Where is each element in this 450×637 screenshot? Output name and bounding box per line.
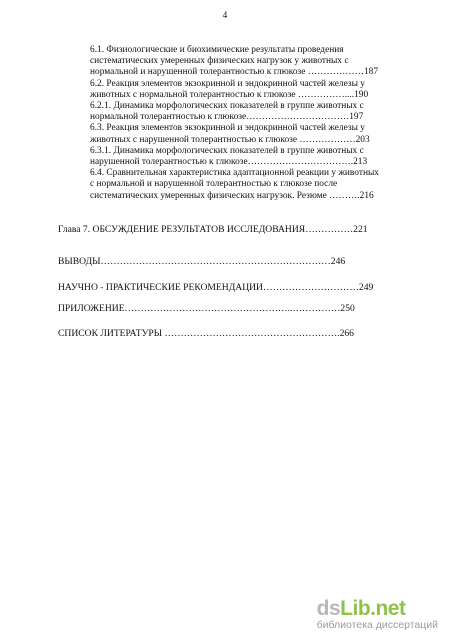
toc-entry-6-4 (90, 168, 400, 202)
toc-line: 6.3. Реакция элементов экзокринной и эндокринной частей железы у (90, 123, 365, 134)
toc-line: животных с нормальной толерантностью к глюкозе ……………....190 (90, 89, 369, 100)
dslib-tagline: библиотека диссертаций (316, 619, 438, 631)
toc-line: 6.3.1. Динамика морфологических показателей в группе животных с (90, 145, 364, 156)
toc-line: систематических умеренных физических нагрузок у животных с (90, 56, 349, 67)
toc-line: нормальной и нарушенной толерантностью к глюкозе ………………187 (90, 67, 379, 78)
toc-entry-6-2-1 (90, 101, 400, 123)
toc-entry-6-2 (90, 79, 400, 101)
toc-line: нормальной толерантностью к глюкозе……………………………197 (90, 112, 364, 123)
page-number: 4 (222, 10, 228, 20)
toc-entry-recommendations: НАУЧНО - ПРАКТИЧЕСКИЕ РЕКОМЕНДАЦИИ…………………………249 (58, 282, 374, 293)
toc-line: 6.1. Физиологические и биохимические результаты проведения (90, 45, 344, 55)
logo-suffix: Lib.net (340, 597, 406, 620)
logo-prefix: ds (316, 597, 341, 620)
toc-entry-6-3 (90, 123, 400, 145)
toc-entry-conclusions: ВЫВОДЫ………………………………………………………………246 (58, 256, 346, 267)
dslib-logo (317, 597, 438, 621)
toc-line: 6.2. Реакция элементов экзокринной и эндокринной частей железы у (90, 78, 365, 89)
toc-line: животных с нарушенной толерантностью к глюкозе ………………203 (90, 134, 370, 145)
toc-entry-appendix: ПРИЛОЖЕНИЕ……………………………………………..……………250 (58, 303, 355, 314)
toc-line: 6.2.1. Динамика морфологических показателей в группе животных с (90, 101, 364, 111)
toc-entry-chapter-7: Глава 7. ОБСУЖДЕНИЕ РЕЗУЛЬТАТОВ ИССЛЕДОВАНИЯ……………221 (58, 224, 368, 235)
dslib-watermark (317, 597, 438, 631)
toc-line: систематических умеренных физических нагрузок. Резюме ……….216 (90, 190, 374, 201)
toc-line: с нормальной и нарушенной толерантностью к глюкозе после (90, 179, 338, 190)
toc-entry-6-3-1 (90, 146, 400, 168)
toc-entry-6-1 (90, 45, 400, 79)
toc-line: нарушенной толерантностью к глюкозе…………………………….213 (90, 157, 368, 167)
toc-line: 6.4. Сравнительная характеристика адаптационной реакции у животных (90, 168, 379, 179)
toc-entry-references: СПИСОК ЛИТЕРАТУРЫ ……………………………………………….266 (58, 328, 354, 339)
